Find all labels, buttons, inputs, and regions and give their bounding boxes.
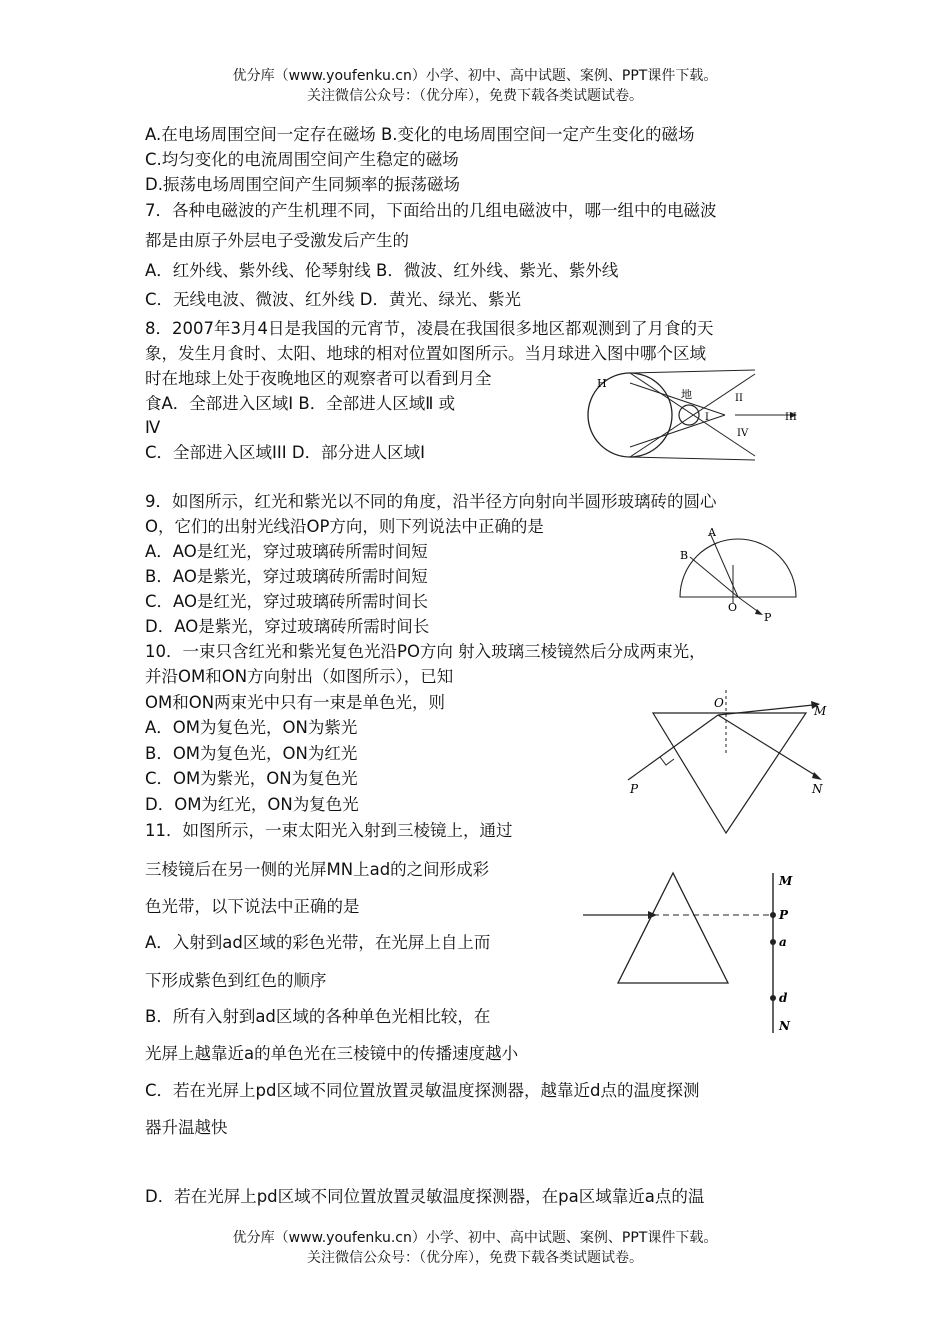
sun-label: H: [597, 377, 607, 390]
option-line: D．OM为红光，ON为复色光: [145, 795, 359, 814]
question-11-text: 三棱镜后在另一侧的光屏MN上ad的之间形成彩: [145, 860, 490, 879]
option-line: C．无线电波、微波、红外线 D．黄光、绿光、紫光: [145, 290, 521, 309]
label-m: M: [779, 874, 793, 888]
option-line: A．AO是红光，穿过玻璃砖所需时间短: [145, 542, 428, 561]
question-10-text: 10．一束只含红光和紫光复色光沿PO方向 射入玻璃三棱镜然后分成两束光，: [145, 642, 706, 661]
label-m: M: [814, 704, 827, 718]
question-8-text: 8．2007年3月4日是我国的元宵节，凌晨在我国很多地区都观测到了月食的天: [145, 319, 714, 338]
option-line: D．若在光屏上pd区域不同位置放置灵敏温度探测器，在pa区域靠近a点的温: [145, 1187, 705, 1206]
option-line: 食A．全部进入区域Ⅰ B．全部进人区域Ⅱ 或: [145, 394, 456, 413]
header-line-1: 优分库（www.youfenku.cn）小学、初中、高中试题、案例、PPT课件下载。: [232, 68, 718, 84]
eclipse-diagram: [585, 368, 810, 463]
option-line: B．OM为复色光，ON为红光: [145, 744, 358, 763]
label-a: a: [779, 935, 787, 949]
option-line: C．全部进入区域III D．部分进人区域Ⅰ: [145, 443, 425, 462]
label-p: P: [630, 782, 639, 796]
label-n: N: [812, 782, 823, 796]
header-line-2: 关注微信公众号：（优分库），免费下载各类试题试卷。: [307, 88, 643, 104]
semicircle-diagram: [670, 525, 800, 625]
option-line: A．入射到ad区域的彩色光带，在光屏上自上而: [145, 933, 491, 952]
question-10-text: 并沿OM和ON方向射出（如图所示），已知: [145, 667, 454, 686]
option-line: 器升温越快: [145, 1118, 228, 1137]
option-line: D.振荡电场周围空间产生同频率的振荡磁场: [145, 175, 460, 194]
question-9-text: 9．如图所示，红光和紫光以不同的角度，沿半径方向射向半圆形玻璃砖的圆心: [145, 492, 717, 511]
question-10-text: OM和ON两束光中只有一束是单色光，则: [145, 693, 446, 712]
question-9-text: O，它们的出射光线沿OP方向，则下列说法中正确的是: [145, 517, 544, 536]
question-8-text: 时在地球上处于夜晚地区的观察者可以看到月全: [145, 369, 492, 388]
option-line: A．OM为复色光，ON为紫光: [145, 718, 358, 737]
region-label: II: [735, 393, 743, 404]
option-line: C．AO是红光，穿过玻璃砖所需时间长: [145, 592, 429, 611]
prism-diagram-10: [608, 685, 833, 835]
question-8-text: 象，发生月食时、太阳、地球的相对位置如图所示。当月球进入图中哪个区域: [145, 344, 706, 363]
option-line: 光屏上越靠近a的单色光在三棱镜中的传播速度越小: [145, 1044, 519, 1063]
region-label: I: [705, 412, 709, 423]
region-label: III: [785, 412, 797, 423]
option-line: C.均匀变化的电流周围空间产生稳定的磁场: [145, 150, 459, 169]
label-p: P: [764, 611, 772, 624]
label-a: A: [708, 526, 716, 539]
option-line: A.在电场周围空间一定存在磁场 B.变化的电场周围空间一定产生变化的磁场: [145, 125, 695, 144]
prism-screen-diagram-11: [578, 868, 803, 1038]
footer-line-2: 关注微信公众号：（优分库），免费下载各类试题试卷。: [307, 1250, 643, 1266]
option-line: 下形成紫色到红色的顺序: [145, 971, 327, 990]
label-o: O: [714, 696, 724, 710]
option-line: Ⅳ: [145, 418, 161, 437]
option-line: C．若在光屏上pd区域不同位置放置灵敏温度探测器，越靠近d点的温度探测: [145, 1081, 700, 1100]
option-line: D．AO是紫光，穿过玻璃砖所需时间长: [145, 617, 430, 636]
option-line: C．OM为紫光，ON为复色光: [145, 769, 358, 788]
question-7-text: 7．各种电磁波的产生机理不同，下面给出的几组电磁波中，哪一组中的电磁波: [145, 201, 717, 220]
footer-line-1: 优分库（www.youfenku.cn）小学、初中、高中试题、案例、PPT课件下载。: [232, 1230, 718, 1246]
question-11-text: 色光带，以下说法中正确的是: [145, 897, 360, 916]
label-p: P: [779, 908, 789, 922]
question-7-text: 都是由原子外层电子受激发后产生的: [145, 231, 409, 250]
label-o: O: [728, 601, 738, 614]
option-line: B．所有入射到ad区域的各种单色光相比较，在: [145, 1007, 491, 1026]
label-n: N: [779, 1019, 790, 1033]
question-11-text: 11．如图所示，一束太阳光入射到三棱镜上，通过: [145, 821, 513, 840]
option-line: B．AO是紫光，穿过玻璃砖所需时间短: [145, 567, 428, 586]
label-d: d: [779, 991, 788, 1005]
option-line: A．红外线、紫外线、伦琴射线 B．微波、红外线、紫光、紫外线: [145, 261, 619, 280]
region-label: IV: [737, 428, 749, 439]
label-b: B: [680, 549, 689, 562]
earth-label: 地: [681, 388, 692, 401]
